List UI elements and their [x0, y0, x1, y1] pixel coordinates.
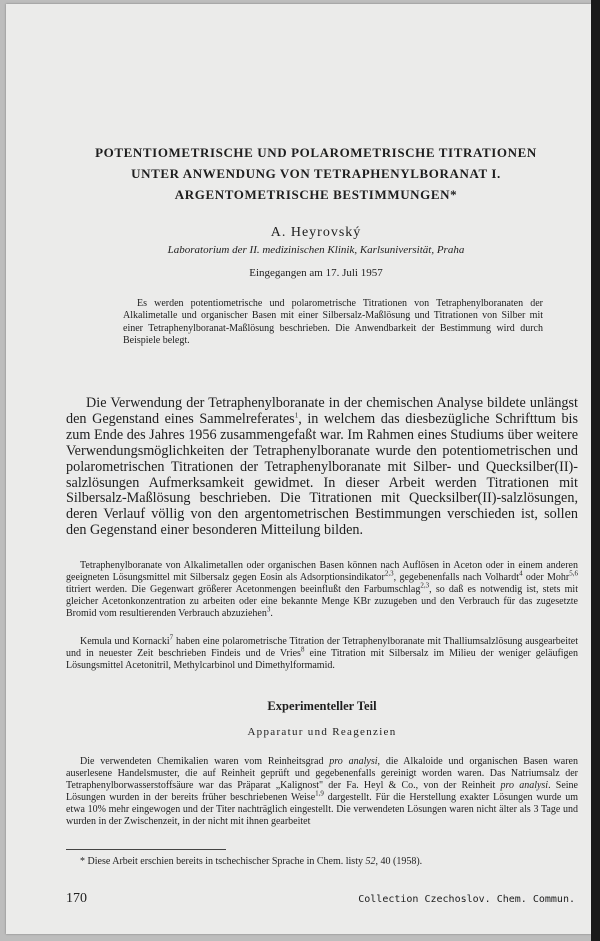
- title-line-1: POTENTIOMETRISCHE UND POLAROMETRISCHE TITRATIONEN: [95, 145, 537, 160]
- title-line-2: UNTER ANWENDUNG VON TETRAPHENYLBORANAT I.: [131, 166, 501, 181]
- intro-text-a: Die Verwendung der Tetraphenylboranate in der chemischen Analyse bildete unlängst den Gegenstand eines Sammelreferates: [66, 395, 578, 427]
- scan-edge: [591, 0, 600, 941]
- citation-ref: 8: [300, 645, 305, 654]
- paragraph-reagents: [66, 756, 578, 829]
- footnote: [66, 856, 578, 867]
- text: , die Alkaloide und organischen Basen waren auserlesene Handelsmuster, die auf Reinheit geprüft und gegebenenfalls gereinigt worden waren. Das Natriumsalz der Tetraphenylborwasserstoffsäure war das Präparat „Kalignost" der Fa. Heyl & Co., von der Reinheit: [66, 756, 578, 792]
- volume-number: 52: [365, 856, 376, 867]
- text: , 40 (1958).: [375, 856, 423, 867]
- citation-ref: 4: [519, 569, 523, 578]
- citation-ref: 2,3: [420, 581, 430, 590]
- text: eine Titration mit Silbersalz im Milieu der weniger geläufigen Lösungsmittel Acetonitril, Methylcarbinol und Dimethylformamid.: [66, 648, 578, 672]
- intro-text-b: , in welchem das diesbezügliche Schrifttum bis zum Ende des Jahres 1956 zusammengefaßt war. Im Rahmen eines Studiums über weitere Verwendungsmöglichkeiten der Tetraphenylboranate wurde den potentiometrischen und polarometrischen Titrationen der Tetraphenylboranate mit Silber- und Quecksilber(II)-salzlösungen Aufmerksamkeit gewidmet. In dieser Arbeit werden Titrationen mit Silbersalz-Maßlösung beschrieben. Die Titrationen mit Quecksilber(II)-salzlösungen, deren Verlauf völlig von den argentometrischen Bestimmungen verschieden ist, sollen den Gegenstand einer besonderen Mitteilung bilden.: [66, 410, 579, 539]
- italic-term: pro analysi: [329, 756, 378, 767]
- text: * Diese Arbeit erschien bereits in tschechischer Sprache in Chem. listy: [80, 856, 366, 867]
- citation-ref: 1: [294, 411, 299, 420]
- article-title: [66, 142, 566, 205]
- abstract: Es werden potentiometrische und polarometrische Titrationen von Tetraphenylboranaten der Alkalimetalle und organischer Basen mit einer Silbersalz-Maßlösung und Titrationen von Silber mit einer Tetraphenylboranat-Maßlösung beschrieben. Die Anwendbarkeit der Bestimmung wird durch Beispiele belegt.: [123, 298, 543, 347]
- paragraph-titration-methods: [66, 560, 578, 620]
- subsection-heading: Apparatur und Reagenzien: [247, 726, 397, 738]
- text: haben eine polarometrische Titration der Tetraphenylboranate mit Thalliumsalzlösung ausgearbeitet und in neuester Zeit beschrieben Findeis und de Vries: [66, 636, 578, 660]
- text: , so daß es notwendig ist, stets mit gleicher Acetonkonzentration zu arbeiten oder eine bekannte Menge KBr zuzugeben und den Verbrauch für das zugesetzte Bromid vom resultierenden Verbrauch abzuziehen: [66, 584, 578, 620]
- author-affiliation: Laboratorium der II. medizinischen Klinik, Karlsuniversität, Praha: [167, 244, 465, 256]
- section-heading: Experimenteller Teil: [267, 699, 377, 713]
- footnote-divider: [66, 849, 226, 850]
- text: Tetraphenylboranate von Alkalimetallen oder organischen Basen können nach Auflösen in Aceton oder in einem anderen geeigneten Lösungsmittel mit Silbersalz gegen Eosin als Adsorptionsindikator: [66, 560, 578, 584]
- paragraph-prior-work: [66, 633, 578, 672]
- text: .: [270, 608, 273, 620]
- text: Kemula und Kornacki: [80, 636, 170, 647]
- text: titriert werden. Die Gegenwart größerer Acetonmengen beeinflußt den Farbumschlag: [66, 584, 421, 596]
- journal-name: Collection Czechoslov. Chem. Commun.: [358, 894, 575, 905]
- page-number: 170: [66, 891, 87, 906]
- title-line-3: ARGENTOMETRISCHE BESTIMMUNGEN*: [174, 187, 458, 202]
- italic-term: pro analysi: [500, 780, 549, 792]
- text: dargestellt. Für die Herstellung exakter Lösungen wurde um etwa 10% mehr eingewogen und der Titer nachträglich eingestellt. Die verwendeten Lösungen waren nicht älter als 3 Tage und wurden in der Zwischenzeit, in der nicht mit ihnen gearbeitet: [66, 792, 578, 828]
- text: oder Mohr: [522, 572, 570, 584]
- journal-page: [6, 4, 591, 934]
- text: Die verwendeten Chemikalien waren vom Reinheitsgrad: [80, 756, 330, 767]
- intro-paragraph: [66, 396, 578, 539]
- received-date: Eingegangen am 17. Juli 1957: [249, 267, 383, 279]
- author-name: A. Heyrovský: [270, 225, 362, 240]
- text: , gegebenenfalls nach Volhardt: [393, 572, 520, 584]
- citation-ref: 2,3: [384, 569, 394, 578]
- citation-ref: 5,6: [569, 569, 578, 578]
- citation-ref: 7: [169, 633, 174, 642]
- citation-ref: 1,9: [315, 789, 324, 798]
- text: . Seine Lösungen wurden in der bereits früher beschriebenen Weise: [66, 780, 578, 804]
- citation-ref: 3: [266, 606, 271, 615]
